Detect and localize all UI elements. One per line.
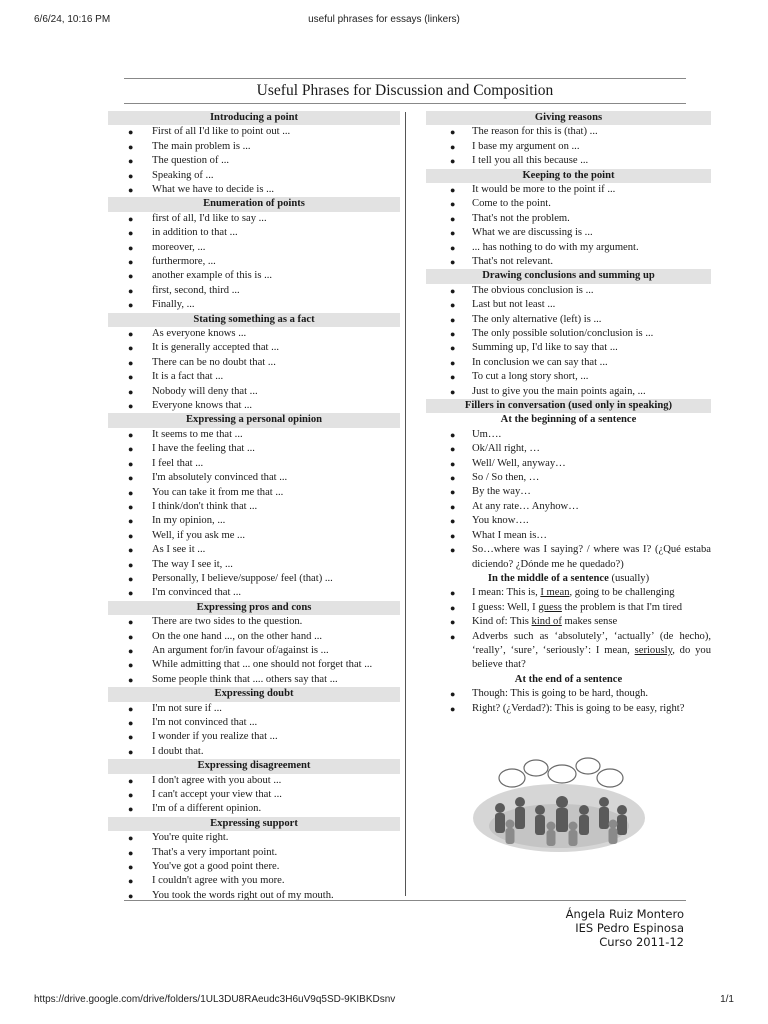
bullet-icon: ● [450,689,456,700]
phrase-list [108,774,400,817]
list-item [426,370,711,384]
list-item-text: Personally, I believe/suppose/ feel (that) ... [152,572,333,584]
list-item [426,385,711,399]
bullet-icon: ● [450,285,456,296]
list-item [426,212,711,226]
list-item [108,385,400,399]
list-item [108,125,400,139]
list-item [108,140,400,154]
list-item-text: The reason for this is (that) ... [472,126,598,138]
bullet-icon: ● [450,127,456,138]
phrase-list [426,428,711,572]
list-item [426,485,711,499]
author-course: Curso 2011-12 [599,935,684,949]
list-item-text: I have the feeling that ... [152,443,255,455]
list-item-text: first of all, I'd like to say ... [152,212,267,224]
list-item-text: Ok/All right, … [472,443,540,455]
list-item [108,428,400,442]
list-item-text: furthermore, ... [152,256,216,268]
list-item-text: You're quite right. [152,832,229,844]
author-school: IES Pedro Espinosa [575,921,684,935]
subsection-heading: At the beginning of a sentence [500,414,637,426]
list-item [108,658,400,672]
phrase-list [426,586,711,672]
list-item-text: I'm absolutely convinced that ... [152,472,288,484]
list-item [108,341,400,355]
bullet-icon: ● [450,213,456,224]
bullet-icon: ● [128,487,134,498]
bullet-icon: ● [450,228,456,239]
list-item-text: Well/ Well, anyway… [472,457,566,469]
bullet-icon: ● [128,516,134,527]
list-item-text: You've got a good point there. [152,861,280,872]
bullet-icon: ● [128,458,134,469]
list-item-text: There can be no doubt that ... [152,356,276,368]
phrase-list [426,284,711,399]
list-item-text: I can't accept your view that ... [152,788,282,800]
bullet-icon: ● [128,242,134,253]
bullet-icon: ● [128,674,134,685]
list-item [108,630,400,644]
list-item [426,125,711,139]
list-item [108,831,400,845]
list-item-text: Right? (¿Verdad?): This is going to be easy, right? [472,702,685,714]
list-item-text: Last but not least ... [472,299,556,311]
list-item-text: The only alternative (left) is ... [472,313,602,325]
list-item [108,255,400,269]
list-item-text: It seems to me that ... [152,428,243,440]
list-item-text: I'm of a different opinion. [152,803,262,815]
bullet-icon: ● [450,343,456,354]
list-item [108,774,400,788]
list-item [108,212,400,226]
list-item [108,183,400,197]
bullet-icon: ● [128,573,134,584]
list-item-text: Speaking of ... [152,169,214,181]
list-item-text: I doubt that. [152,745,204,757]
bullet-icon: ● [450,516,456,527]
list-item-text: I think/don't think that ... [152,500,258,512]
list-item [426,197,711,211]
bullet-icon: ● [128,746,134,757]
list-item-text: So…where was I saying? / where was I? (¿Qué estaba diciendo? ¿Dónde me he quedado?) [472,544,711,570]
list-item [108,356,400,370]
bullet-icon: ● [450,458,456,469]
list-item-text: As everyone knows ... [152,328,247,340]
list-item-text: While admitting that ... one should not forget that ... [152,659,373,671]
bullet-icon: ● [128,357,134,368]
list-item [426,543,711,572]
bullet-icon: ● [128,141,134,152]
bullet-icon: ● [128,789,134,800]
bullet-icon: ● [128,645,134,656]
phrase-list [108,702,400,760]
list-item-text: That's not relevant. [472,256,554,268]
bullet-icon: ● [450,602,456,613]
bullet-icon: ● [128,717,134,728]
section-heading: Expressing doubt [108,687,400,701]
list-item [108,846,400,860]
bullet-icon: ● [450,501,456,512]
bullet-icon: ● [450,703,456,714]
bullet-icon: ● [128,559,134,570]
column-divider [405,112,406,896]
list-item [426,356,711,370]
document-title-bar [124,78,686,104]
list-item [426,255,711,269]
list-item [108,226,400,240]
section-heading: Expressing disagreement [108,759,400,773]
list-item [426,471,711,485]
list-item: ● Kind of: This kind of makes sense [426,615,711,629]
list-item [108,745,400,759]
list-item [108,874,400,888]
list-item [108,370,400,384]
bullet-icon: ● [128,127,134,138]
list-item-text: At any rate… Anyhow… [472,500,579,512]
list-item [426,241,711,255]
list-item-text: I wonder if you realize that ... [152,731,278,743]
list-item-text: So / So then, … [472,472,540,484]
section-heading: Stating something as a fact [108,313,400,327]
document-title: Useful Phrases for Discussion and Composition [256,82,554,99]
section-heading: Fillers in conversation (used only in speaking) [426,399,711,413]
phrase-list [426,125,711,168]
bullet-icon: ● [450,242,456,253]
list-item [426,313,711,327]
list-item: ● Adverbs such as ‘absolutely’, ‘actually’ (de hecho), ‘really’, ‘sure’, ‘seriously’: I mean, seriously, do you believe that? [450,630,711,671]
list-item [108,327,400,341]
list-item [108,500,400,514]
list-item-text: Finally, ... [152,299,195,311]
bullet-icon: ● [128,271,134,282]
list-item-text: ... has nothing to do with my argument. [472,241,639,253]
list-item [108,716,400,730]
phrase-list [426,183,711,269]
list-item [426,298,711,312]
list-item [108,543,400,557]
subsection-heading-note: (usually) [608,572,650,584]
list-item [108,615,400,629]
list-item-text: In conclusion we can say that ... [472,356,608,368]
list-item-text: That's not the problem. [472,212,570,224]
list-item-text: The only possible solution/conclusion is ... [472,328,654,340]
bullet-icon: ● [450,300,456,311]
list-item-text: Nobody will deny that ... [152,385,258,397]
list-item [426,687,711,701]
bullet-icon: ● [450,329,456,340]
list-item [426,442,711,456]
bullet-icon: ● [450,314,456,325]
bullet-icon: ● [128,386,134,397]
list-item-text: I'm not convinced that ... [152,716,258,728]
list-item-text: Some people think that .... others say that ... [152,673,338,685]
bullet-icon: ● [128,343,134,354]
bullet-icon: ● [450,530,456,541]
list-item-text: There are two sides to the question. [152,616,303,628]
bullet-icon: ● [128,213,134,224]
list-item: ● I guess: Well, I guess the problem is that I'm tired [426,601,711,615]
list-item-text: To cut a long story short, ... [472,371,589,383]
bullet-icon: ● [128,617,134,628]
list-item-text: I tell you all this because ... [472,155,589,167]
list-item [108,673,400,687]
list-item [108,284,400,298]
print-url: https://drive.google.com/drive/folders/1UL3DU8RAeudc3H6uV9q5SD-9KIBKDsnv [34,994,396,1005]
bullet-icon: ● [128,170,134,181]
list-item [426,327,711,341]
bullet-icon: ● [128,588,134,599]
list-item-text: I don't agree with you about ... [152,774,282,786]
list-item-text: First of all I'd like to point out ... [152,126,291,138]
subsection-heading-text: In the middle of a sentence [487,572,609,584]
list-item [426,183,711,197]
list-item-text: Come to the point. [472,198,551,210]
right-column [426,111,711,716]
list-item-text: The obvious conclusion is ... [472,284,594,296]
phrase-list [108,428,400,601]
list-item [426,457,711,471]
speech-bubbles-people-illustration [470,756,648,856]
list-item-text: What I mean is… [472,529,548,541]
list-item [426,140,711,154]
list-item [108,586,400,600]
list-item-text: That's a very important point. [152,846,278,858]
section-heading: Keeping to the point [426,169,711,183]
list-item-text: On the one hand ..., on the other hand ... [152,630,323,642]
bullet-icon: ● [128,847,134,858]
list-item [108,457,400,471]
list-item-text: I base my argument on ... [472,140,580,152]
section-heading: Expressing pros and cons [108,601,400,615]
phrase-list [108,615,400,687]
list-item-text: Everyone knows that ... [152,400,253,412]
list-item-text: I couldn't agree with you more. [152,875,285,887]
bullet-icon: ● [128,473,134,484]
list-item-text: You know…. [472,515,529,527]
bullet-icon: ● [128,228,134,239]
bullet-icon: ● [450,487,456,498]
list-item [108,889,400,903]
list-item [426,226,711,240]
bullet-icon: ● [128,833,134,844]
bullet-icon: ● [128,156,134,167]
list-item: ● I mean: This is, I mean, going to be challenging [426,586,711,600]
phrase-list [108,327,400,413]
bullet-icon: ● [450,588,456,599]
list-item-text: You can take it from me that ... [152,486,284,498]
bullet-icon: ● [450,357,456,368]
bottom-rule [124,900,686,901]
print-title: useful phrases for essays (linkers) [308,14,460,25]
list-item [108,298,400,312]
bullet-icon: ● [128,329,134,340]
list-item-text: I feel that ... [152,457,204,469]
bullet-icon: ● [450,257,456,268]
bullet-icon: ● [128,185,134,196]
print-header [34,14,734,30]
print-datetime: 6/6/24, 10:16 PM [34,14,111,25]
list-item [108,860,400,874]
section-heading: Expressing support [108,817,400,831]
list-item-text: By the way… [472,486,531,498]
list-item [108,702,400,716]
list-item [108,514,400,528]
list-item-text: The way I see it, ... [152,558,233,570]
bullet-icon: ● [128,429,134,440]
list-item-text: The main problem is ... [152,140,251,152]
list-item [108,169,400,183]
bullet-icon: ● [450,617,456,628]
left-column [108,111,400,903]
bullet-icon: ● [450,473,456,484]
subsection-heading: At the end of a sentence [514,673,623,685]
list-item-text: It is a fact that ... [152,371,224,383]
list-item [108,442,400,456]
bullet-icon: ● [128,501,134,512]
print-footer [34,994,734,1010]
bullet-icon: ● [128,732,134,743]
bullet-icon: ● [128,401,134,412]
bullet-icon: ● [450,156,456,167]
list-item-text: What we are discussing is ... [472,227,593,239]
bullet-icon: ● [128,372,134,383]
bullet-icon: ● [128,300,134,311]
list-item [426,341,711,355]
phrase-list [108,831,400,903]
list-item-text: Um…. [472,428,502,440]
list-item-text: another example of this is ... [152,270,273,282]
list-item-text: Well, if you ask me ... [152,529,245,541]
phrase-list [426,687,711,716]
list-item [108,802,400,816]
bullet-icon: ● [450,185,456,195]
list-item [108,154,400,168]
bullet-icon: ● [128,876,134,887]
list-item-text: It is generally accepted that ... [152,342,280,354]
bullet-icon: ● [128,530,134,541]
bullet-icon: ● [128,257,134,268]
phrase-list [108,125,400,197]
section-heading: Giving reasons [426,111,711,125]
list-item-text: It would be more to the point if ... [472,184,616,195]
bullet-icon: ● [128,444,134,455]
bullet-icon: ● [128,862,134,872]
bullet-icon: ● [128,631,134,642]
list-item [426,529,711,543]
section-heading: Introducing a point [108,111,400,125]
bullet-icon: ● [450,631,456,642]
list-item-text: moreover, ... [152,241,206,253]
list-item-text: The question of ... [152,155,230,167]
bullet-icon: ● [450,199,456,210]
list-item-text: As I see it ... [152,544,206,556]
list-item-text: I'm convinced that ... [152,587,241,599]
author-name: Ángela Ruiz Montero [565,907,684,921]
list-item-text: An argument for/in favour of/against is ... [152,644,329,656]
list-item-text: Summing up, I'd like to say that ... [472,342,618,354]
bullet-icon: ● [128,703,134,714]
list-item [108,529,400,543]
list-item-text: Though: This is going to be hard, though. [472,688,649,700]
list-item-text: first, second, third ... [152,284,240,296]
list-item [108,558,400,572]
list-item [108,644,400,658]
bullet-icon: ● [128,890,134,901]
bullet-icon: ● [128,285,134,296]
bullet-icon: ● [450,545,456,556]
bullet-icon: ● [450,386,456,397]
bullet-icon: ● [128,660,134,671]
list-item [426,154,711,168]
section-heading: Expressing a personal opinion [108,413,400,427]
author-block [566,907,684,949]
phrase-list [108,212,400,313]
list-item [108,572,400,586]
bullet-icon: ● [450,372,456,383]
list-item-text: I'm not sure if ... [152,702,222,714]
bullet-icon: ● [128,545,134,556]
subsection-heading [426,572,711,586]
list-item-text: Just to give you the main points again, ... [472,385,646,397]
list-item [426,514,711,528]
bullet-icon: ● [450,141,456,152]
section-heading: Enumeration of points [108,197,400,211]
list-item [108,788,400,802]
section-heading: Drawing conclusions and summing up [426,269,711,283]
list-item [426,500,711,514]
print-page-number: 1/1 [720,994,734,1005]
list-item [108,399,400,413]
list-item-text: You took the words right out of my mouth. [152,889,334,901]
list-item [108,269,400,283]
list-item-text: in addition to that ... [152,227,238,239]
list-item [108,486,400,500]
list-item [426,284,711,298]
list-item-text: In my opinion, ... [152,515,226,527]
bullet-icon: ● [128,775,134,786]
bullet-icon: ● [450,444,456,455]
list-item [426,428,711,442]
list-item [108,730,400,744]
list-item [108,471,400,485]
bullet-icon: ● [450,429,456,440]
list-item-text: What we have to decide is ... [152,184,275,196]
bullet-icon: ● [128,804,134,815]
list-item [426,702,711,716]
list-item [108,241,400,255]
